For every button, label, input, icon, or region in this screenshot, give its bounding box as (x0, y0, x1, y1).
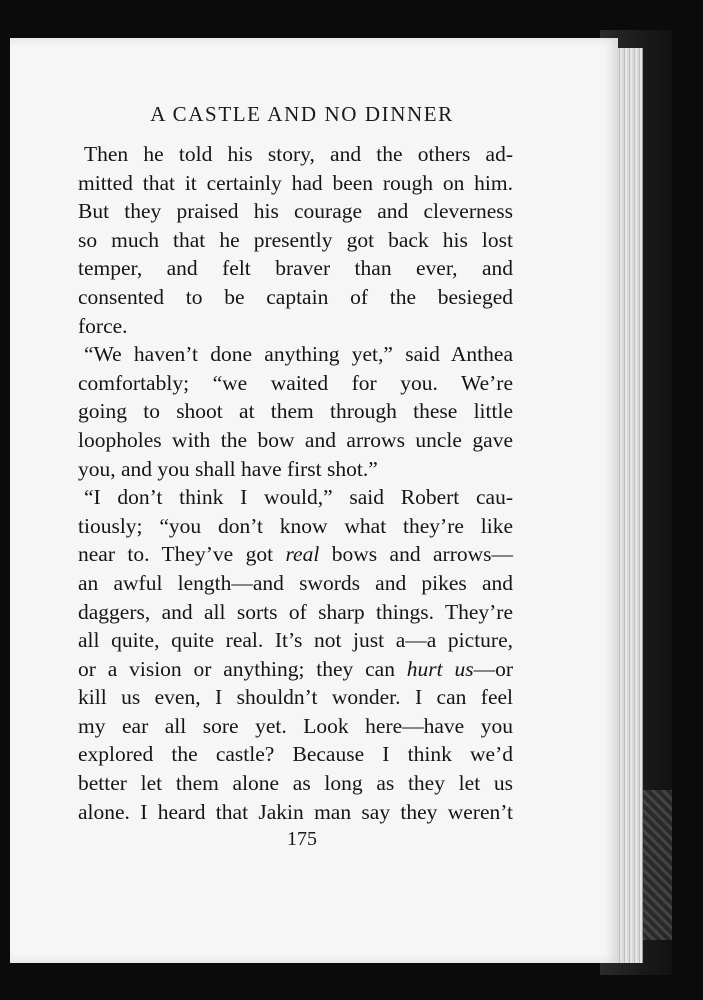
text-line: tiously; “you don’t know what they’re like (78, 513, 513, 538)
text-line: loopholes with the bow and arrows uncle gave (78, 427, 513, 452)
text-line: near to. They’ve got real bows and arrows— (78, 542, 513, 567)
text-line: or a vision or anything; they can hurt us—or (78, 656, 513, 681)
text-line: my ear all sore yet. Look here—have you (78, 713, 513, 738)
text-line: Then he told his story, and the others ad- (84, 142, 513, 166)
running-head: A CASTLE AND NO DINNER (150, 102, 454, 126)
body-text (78, 140, 513, 826)
text-line: force. (78, 313, 128, 338)
book-page (10, 38, 618, 963)
text-line: an awful length—and swords and pikes and (78, 570, 513, 595)
text-line: going to shoot at them through these little (78, 399, 513, 424)
text-line: comfortably; “we waited for you. We’re (78, 370, 513, 395)
text-line: you, and you shall have first shot.” (78, 456, 378, 481)
text-line: explored the castle? Because I think we’d (78, 742, 513, 767)
text-line: “We haven’t done anything yet,” said Anthea (84, 342, 513, 367)
text-line: “I don’t think I would,” said Robert cau- (84, 485, 513, 510)
text-line: better let them alone as long as they let us (78, 771, 513, 796)
italic-emphasis: real (285, 542, 320, 567)
cover-cloth-wear (642, 790, 672, 940)
page-number: 175 (287, 828, 317, 850)
text-line: kill us even, I shouldn’t wonder. I can feel (78, 685, 513, 710)
text-line: temper, and felt braver than ever, and (78, 256, 513, 281)
text-line: mitted that it certainly had been rough on him. (78, 170, 513, 195)
text-line: But they praised his courage and cleverness (78, 199, 513, 224)
italic-emphasis: hurt us (406, 656, 474, 681)
text-line: all quite, quite real. It’s not just a—a picture, (78, 628, 513, 653)
text-line: alone. I heard that Jakin man say they weren’t (78, 799, 513, 824)
text-line: daggers, and all sorts of sharp things. They’re (78, 599, 513, 624)
text-line: so much that he presently got back his lost (78, 227, 513, 252)
text-line: consented to be captain of the besieged (78, 284, 513, 309)
